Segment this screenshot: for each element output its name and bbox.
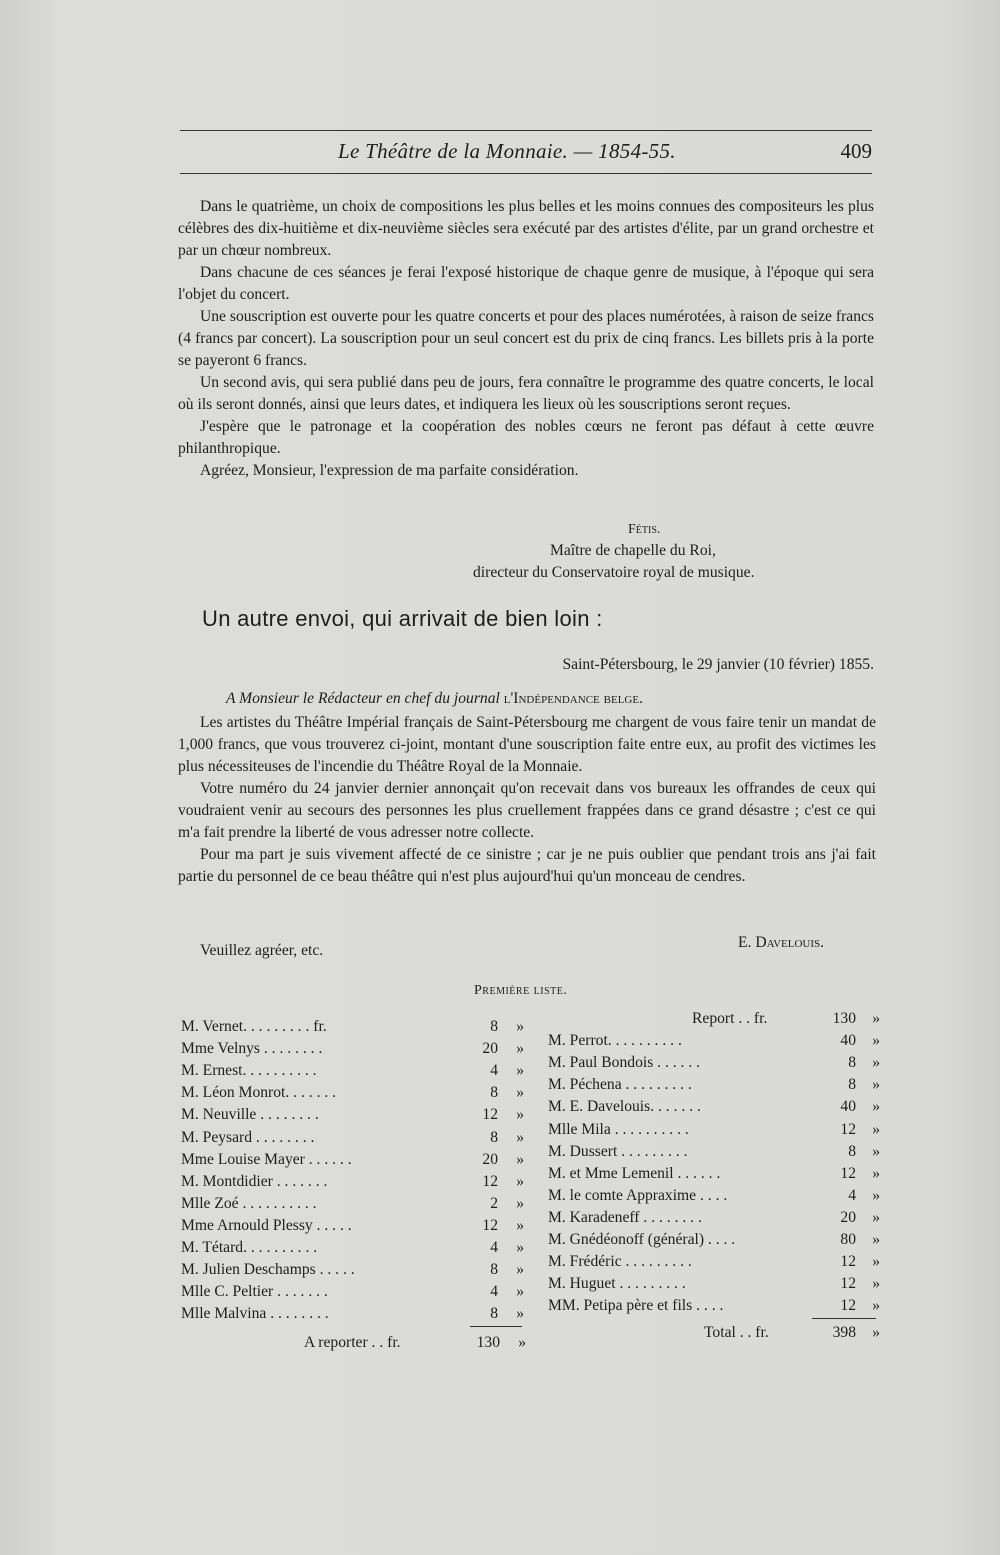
signature-name: Fétis. [628, 522, 661, 537]
list-item [181, 1195, 526, 1217]
subscriber-name: Mlle Malvina . . . . . . . . [181, 1305, 329, 1323]
list-item [548, 1253, 880, 1275]
letter-body-fetis [178, 196, 874, 482]
subscriber-name: M. Léon Monrot. . . . . . . [181, 1084, 337, 1102]
ditto-mark: » [516, 1283, 524, 1301]
ditto-mark: » [516, 1150, 524, 1168]
address-prefix: A Monsieur le Rédacteur en chef du journal [226, 690, 504, 707]
list-left-column [181, 1018, 526, 1358]
subscription-amount: 130 [832, 1010, 856, 1027]
subscription-amount: 20 [482, 1040, 498, 1058]
signature-title-1: Maître de chapelle du Roi, [550, 542, 716, 559]
ditto-mark: » [516, 1040, 524, 1058]
subscriber-name: M. Montdidier . . . . . . . [181, 1172, 328, 1190]
ditto-mark: » [516, 1172, 524, 1190]
subscriber-name: M. Vernet. . . . . . . . . fr. [181, 1018, 327, 1035]
list-item [548, 1076, 880, 1098]
subscriber-name: M. Julien Deschamps . . . . . [181, 1261, 355, 1279]
total-amount: 130 [476, 1334, 500, 1351]
subscription-amount: 12 [482, 1106, 498, 1124]
right-total-row [704, 1324, 880, 1346]
subscriber-name: M. Gnédéonoff (général) . . . . [548, 1231, 736, 1248]
list-item [548, 1297, 880, 1319]
list-item [181, 1305, 526, 1327]
subscriber-name: Report . . fr. [692, 1010, 768, 1027]
subscriber-name: M. Frédéric . . . . . . . . . [548, 1253, 692, 1271]
subscriber-name: M. le comte Appraxime . . . . [548, 1186, 728, 1204]
subscription-amount: 80 [840, 1231, 856, 1248]
list-item [181, 1239, 526, 1261]
ditto-mark: » [516, 1084, 524, 1102]
ditto-mark: » [872, 1120, 880, 1138]
left-total-row [304, 1334, 526, 1356]
subscriber-name: Mlle Zoé . . . . . . . . . . [181, 1194, 317, 1212]
subscriber-name: M. Tétard. . . . . . . . . . [181, 1239, 318, 1256]
list-item [181, 1217, 526, 1239]
paragraph: Dans le quatrième, un choix de compositions les plus belles et les moins connues des compositeurs les plus célèbres des dix-huitième et dix-neuvième siècles sera exécuté par des artistes d'élite, par un grand orchestre et par un chœur nombreux. [178, 198, 874, 259]
list-item [181, 1040, 526, 1062]
ditto-mark: » [516, 1305, 524, 1323]
list-item [548, 1165, 880, 1187]
page-number: 409 [840, 139, 872, 163]
subscriber-name: M. Huguet . . . . . . . . . [548, 1275, 686, 1293]
ditto-mark: » [872, 1208, 880, 1226]
total-label: A reporter . . fr. [304, 1334, 401, 1351]
list-item [548, 1231, 880, 1253]
letter-signature: E. Davelouis. [738, 934, 825, 951]
running-header [180, 130, 872, 174]
subscription-amount: 12 [840, 1275, 856, 1293]
ditto-mark: » [872, 1186, 880, 1204]
subscriber-name: M. Dussert . . . . . . . . . [548, 1142, 688, 1160]
total-mark: » [518, 1334, 526, 1351]
subscriber-name: M. Perrot. . . . . . . . . . [548, 1032, 682, 1050]
subscription-amount: 20 [482, 1150, 498, 1168]
ditto-mark: » [516, 1216, 524, 1234]
subscription-amount: 4 [490, 1283, 498, 1301]
list-item [548, 1054, 880, 1076]
subscription-amount: 12 [840, 1297, 856, 1315]
list-item [181, 1062, 526, 1084]
list-heading: Première liste. [474, 983, 568, 998]
subscriber-name: Mlle Mila . . . . . . . . . . [548, 1120, 689, 1138]
ditto-mark: » [516, 1062, 524, 1080]
list-item [548, 1121, 880, 1143]
subscription-amount: 4 [848, 1186, 856, 1204]
ditto-mark: » [872, 1275, 880, 1293]
address-journal: l'Indépendance belge. [503, 690, 643, 707]
subscriber-name: Mme Velnys . . . . . . . . [181, 1040, 323, 1058]
subscriber-name: Mme Arnould Plessy . . . . . [181, 1216, 352, 1234]
letter-body-davelouis [178, 712, 876, 888]
paragraph: J'espère que le patronage et la coopération des nobles cœurs ne feront pas défaut à cette œuvre philanthropique. [178, 418, 874, 457]
ditto-mark: » [872, 1231, 880, 1248]
paragraph: Dans chacune de ces séances je ferai l'exposé historique de chaque genre de musique, à l'époque qui sera l'objet du concert. [178, 264, 874, 303]
paragraph: Un second avis, qui sera publié dans peu de jours, fera connaître le programme des quatre concerts, le local où ils seront donnés, ainsi que leurs dates, et indiquera les lieux où les souscriptions seront reçues. [178, 374, 874, 413]
list-item [548, 1209, 880, 1231]
subscription-amount: 12 [840, 1120, 856, 1138]
ditto-mark: » [516, 1128, 524, 1146]
subscriber-name: MM. Petipa père et fils . . . . [548, 1297, 724, 1315]
letter-address [226, 690, 643, 708]
list-item [548, 1010, 880, 1032]
subscriber-name: Mme Louise Mayer . . . . . . [181, 1150, 352, 1168]
signature-title-2: directeur du Conservatoire royal de musique. [473, 564, 755, 581]
ditto-mark: » [872, 1253, 880, 1271]
list-item [181, 1129, 526, 1151]
ditto-mark: » [872, 1010, 880, 1027]
subscriber-name: M. Karadeneff . . . . . . . . [548, 1208, 702, 1226]
list-item [548, 1143, 880, 1165]
list-item [181, 1018, 526, 1040]
list-item [181, 1173, 526, 1195]
list-item [548, 1187, 880, 1209]
list-item [548, 1032, 880, 1054]
subscription-amount: 8 [490, 1261, 498, 1279]
paragraph: Les artistes du Théâtre Impérial français de Saint-Pétersbourg me chargent de vous faire tenir un mandat de 1,000 francs, que vous trouverez ci-joint, montant d'une souscription faite entre eux, au profit des victimes les plus nécessiteuses de l'incendie du Théâtre Royal de la Monnaie. [178, 714, 876, 775]
ditto-mark: » [872, 1297, 880, 1315]
subscription-amount: 12 [840, 1253, 856, 1271]
subscription-amount: 8 [490, 1018, 498, 1035]
ditto-mark: » [516, 1018, 524, 1035]
subscription-amount: 40 [840, 1098, 856, 1116]
ditto-mark: » [872, 1164, 880, 1182]
ditto-mark: » [872, 1054, 880, 1072]
letter-place-date: Saint-Pétersbourg, le 29 janvier (10 février) 1855. [562, 656, 874, 673]
subscriber-name: M. Péchena . . . . . . . . . [548, 1076, 692, 1094]
ditto-mark: » [516, 1261, 524, 1279]
subscription-amount: 12 [482, 1172, 498, 1190]
subscription-amount: 8 [490, 1128, 498, 1146]
subscription-amount: 8 [490, 1305, 498, 1323]
subscription-amount: 8 [848, 1076, 856, 1094]
list-item [181, 1261, 526, 1283]
subscription-amount: 12 [482, 1216, 498, 1234]
total-mark: » [872, 1324, 880, 1341]
subscriber-name: M. E. Davelouis. . . . . . . [548, 1098, 701, 1116]
letter-closing: Veuillez agréer, etc. [200, 942, 324, 959]
ditto-mark: » [872, 1098, 880, 1116]
subscription-amount: 12 [840, 1164, 856, 1182]
ditto-mark: » [516, 1194, 524, 1212]
list-item [181, 1151, 526, 1173]
subscription-amount: 8 [490, 1084, 498, 1102]
subscription-amount: 8 [848, 1054, 856, 1072]
section-heading: Un autre envoi, qui arrivait de bien loin : [202, 606, 603, 631]
subscription-amount: 40 [840, 1032, 856, 1050]
subscriber-name: M. Paul Bondois . . . . . . [548, 1054, 701, 1072]
ditto-mark: » [516, 1239, 524, 1256]
subscription-amount: 4 [490, 1062, 498, 1080]
list-item [181, 1106, 526, 1128]
subscription-amount: 4 [490, 1239, 498, 1256]
ditto-mark: » [872, 1142, 880, 1160]
running-title: Le Théâtre de la Monnaie. — 1854-55. [338, 139, 676, 163]
subscriber-name: M. Peysard . . . . . . . . [181, 1128, 315, 1146]
ditto-mark: » [516, 1106, 524, 1124]
list-item [548, 1275, 880, 1297]
subscriber-name: M. Ernest. . . . . . . . . . [181, 1062, 317, 1080]
ditto-mark: » [872, 1032, 880, 1050]
paragraph: Une souscription est ouverte pour les quatre concerts et pour des places numérotées, à raison de seize francs (4 francs par concert). La souscription pour un seul concert est du prix de cinq francs. Les billets pris à la porte se payeront 6 francs. [178, 308, 874, 369]
list-item [181, 1084, 526, 1106]
paragraph: Pour ma part je suis vivement affecté de ce sinistre ; car je ne puis oublier que pendant trois ans j'ai fait partie du personnel de ce beau théâtre qui n'est plus aujourd'hui qu'un monceau de cendres. [178, 846, 876, 885]
total-amount: 398 [832, 1324, 856, 1341]
paragraph: Votre numéro du 24 janvier dernier annonçait qu'on recevait dans vos bureaux les offrandes de ceux qui voudraient venir au secours des personnes les plus cruellement frappées dans ce grand désastre ; c'est ce qui m'a fait prendre la liberté de vous adresser notre collecte. [178, 780, 876, 841]
list-item [548, 1098, 880, 1120]
subscriber-name: M. et Mme Lemenil . . . . . . [548, 1164, 721, 1182]
list-item [181, 1283, 526, 1305]
total-rule-left [470, 1326, 522, 1327]
subscription-amount: 20 [840, 1208, 856, 1226]
paragraph: Agréez, Monsieur, l'expression de ma parfaite considération. [200, 462, 579, 479]
subscription-amount: 8 [848, 1142, 856, 1160]
ditto-mark: » [872, 1076, 880, 1094]
subscriber-name: Mlle C. Peltier . . . . . . . [181, 1283, 328, 1301]
subscription-amount: 2 [490, 1194, 498, 1212]
total-label: Total . . fr. [704, 1324, 769, 1341]
subscriber-name: M. Neuville . . . . . . . . [181, 1106, 319, 1124]
total-rule-right [812, 1318, 876, 1319]
list-right-column [548, 1010, 880, 1350]
